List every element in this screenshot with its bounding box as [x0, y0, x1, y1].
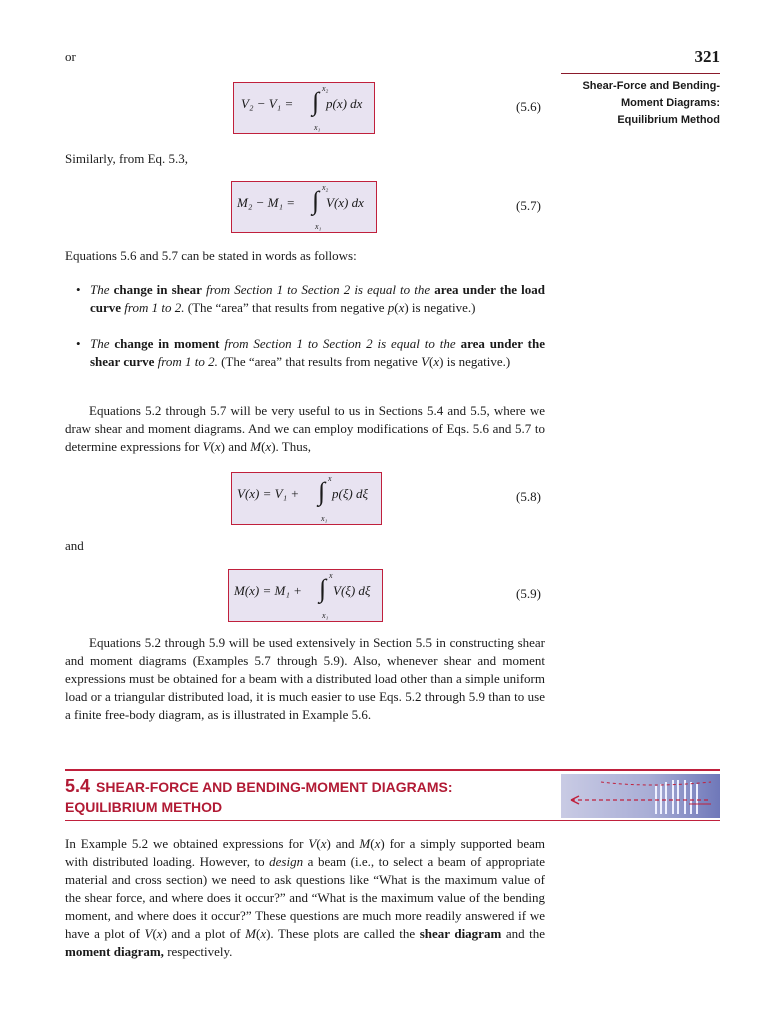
para3-text-a: In Example 5.2 we obtained expressions for: [65, 836, 309, 851]
bullet-1-text-a: The: [90, 282, 114, 297]
section-title-line-1: SHEAR-FORCE AND BENDING-MOMENT DIAGRAMS:: [96, 779, 453, 795]
equation-5-9-lhs: M(x) = M₁ +: [234, 583, 302, 598]
and-word: and: [65, 538, 84, 553]
page-number: 321: [694, 47, 720, 66]
paragraph-example-5-2: [65, 835, 545, 961]
equation-5-8-lower-limit: x₁: [321, 514, 328, 523]
integral-sign-icon: ∫: [312, 87, 320, 116]
para3-text-l: respectively.: [163, 944, 233, 959]
para3-paren: (: [316, 836, 321, 851]
para3-text-e: ) for a simply supported beam with distributed loading. However, to: [65, 836, 545, 869]
para3-var-x: x: [260, 926, 267, 941]
bullet-2-paren-open: (: [429, 354, 434, 369]
equation-5-6-upper-limit: x₂: [322, 84, 329, 93]
bullet-2-bold-change: change in moment: [114, 336, 220, 351]
bullet-1-text-e: from 1 to 2.: [121, 300, 185, 315]
para1-var-m: M: [250, 439, 262, 454]
para3-var-v: V: [144, 926, 153, 941]
equation-5-7-lower-limit: x₁: [315, 222, 322, 231]
bullet-2-var-x: x: [433, 354, 440, 369]
running-head-line-1: Shear-Force and Bending-: [582, 80, 720, 92]
running-head-line-2: Moment Diagrams:: [620, 97, 720, 109]
section-heading-line-1: [65, 776, 535, 797]
bullet-1-var-x: x: [398, 300, 405, 315]
para3-shear-diagram-term: shear diagram: [419, 926, 502, 941]
para3-moment-diagram-term: moment diagram,: [65, 944, 164, 959]
para1-var-x: x: [265, 439, 272, 454]
bullet-item-moment: [76, 335, 545, 371]
section-rule-bottom: [65, 820, 720, 821]
header-rule: [561, 73, 720, 74]
equation-5-8-number: (5.8): [516, 489, 541, 504]
para1-var-v: V: [202, 439, 211, 454]
para3-var-m: M: [359, 836, 371, 851]
integral-sign-icon: ∫: [319, 574, 327, 603]
para3-var-x: x: [320, 836, 327, 851]
equation-5-9-upper-limit: x: [329, 571, 333, 580]
bullet-2-text-f: (The “area” that results from negative: [217, 354, 422, 369]
para3-text-j: ). These plots are called the: [266, 926, 420, 941]
para3-text-c: ) and: [326, 836, 360, 851]
bullet-2-text-j: ) is negative.): [439, 354, 511, 369]
bullet-1-text-j: ) is negative.): [404, 300, 476, 315]
para3-var-v: V: [308, 836, 317, 851]
paragraph-equations-extensive: Equations 5.2 through 5.9 will be used extensively in Section 5.5 in constructing shear and moment diagrams (Examples 5.7 through 5.9). Also, whenever shear and moment expressions must be obtained for a beam with a distributed load other than a simple uniform load or a triangular distributed load, it is much easier to use Eqs. 5.2 through 5.9 than to use a finite free-body diagram, as is illustrated in Example 5.6.: [65, 635, 545, 722]
para3-text-f: a beam (i.e., to select a beam of appropriate material and cross section) we need to ask questions like “What is the maximum value of the shear force, and where does it occur?” and “What is the maximum value of the bending moment, and where does it occur?” These questions are much more readily answered if we have a plot of: [65, 854, 546, 941]
bullet-1-bold-change: change in shear: [113, 282, 202, 297]
integral-sign-icon: ∫: [312, 186, 320, 215]
similarly-line: Similarly, from Eq. 5.3,: [65, 151, 189, 166]
para1-paren: (: [210, 439, 215, 454]
bullet-item-shear: [76, 281, 545, 317]
equation-5-7-box: [231, 181, 377, 233]
equation-5-7-number: (5.7): [516, 198, 541, 213]
equation-5-9-rhs: V(ξ) dξ: [333, 583, 371, 598]
equation-5-9-number: (5.9): [516, 586, 541, 601]
para1-text-a: Equations 5.2 through 5.7 will be very useful to us in Sections 5.4 and 5.5, where we draw shear and moment diagrams. And we can employ modifications of Eqs. 5.6 and 5.7 to determine expressions for: [65, 403, 545, 454]
integral-sign-icon: ∫: [318, 477, 326, 506]
para3-text-h: ) and a plot of: [162, 926, 246, 941]
para1-paren: (: [261, 439, 266, 454]
equation-5-9-box: [228, 569, 383, 622]
bullet-1-paren-open: (: [394, 300, 399, 315]
para3-paren: (: [255, 926, 261, 941]
para1-var-x: x: [214, 439, 221, 454]
intro-word: or: [65, 49, 76, 64]
bullet-1-var-p: p: [387, 300, 395, 315]
stated-in-words-line: Equations 5.6 and 5.7 can be stated in words as follows:: [65, 248, 357, 263]
equation-5-6-box: [233, 82, 375, 134]
running-head: [550, 78, 720, 129]
equation-5-8-lhs: V(x) = V₁ +: [237, 486, 300, 501]
bullet-1-bold-area: area under the load curve: [90, 282, 545, 315]
equation-5-8-rhs: p(ξ) dξ: [332, 486, 369, 501]
bullet-2-bold-area: area under the shear curve: [90, 336, 545, 369]
para1-text-c: ) and: [220, 439, 251, 454]
equation-5-8-upper-limit: x: [328, 474, 332, 483]
para1-text-e: ). Thus,: [271, 439, 312, 454]
equation-5-6-lhs: V₂ − V₁ =: [241, 96, 294, 111]
bullet-2-text-a: The: [90, 336, 115, 351]
equation-5-7-lhs: M₂ − M₁ =: [237, 195, 295, 210]
bullet-icon: •: [76, 336, 81, 351]
bullet-2-text-c: from Section 1 to Section 2 is equal to the: [219, 336, 461, 351]
bullet-icon: •: [76, 282, 81, 297]
para3-text-k: and the: [501, 926, 546, 941]
section-rule-top: [65, 769, 720, 771]
equation-5-9-lower-limit: x₁: [322, 611, 329, 620]
running-head-line-3: Equilibrium Method: [617, 114, 720, 126]
section-number: 5.4: [65, 776, 91, 796]
para3-paren: (: [152, 926, 157, 941]
equation-5-6-number: (5.6): [516, 99, 541, 114]
para3-var-x: x: [374, 836, 381, 851]
paragraph-equations-useful: [65, 402, 545, 456]
para3-paren: (: [370, 836, 375, 851]
equation-5-8-box: [231, 472, 382, 525]
para3-design-word: design: [269, 854, 304, 869]
bullet-1-text-f: (The “area” that results from negative: [184, 300, 388, 315]
equation-5-7-upper-limit: x₂: [322, 183, 329, 192]
para3-var-x: x: [156, 926, 163, 941]
section-heading: [65, 776, 535, 817]
equation-5-6-rhs: p(x) dx: [326, 96, 363, 111]
para3-var-m: M: [245, 926, 256, 941]
bullet-2-text-e: from 1 to 2.: [154, 354, 218, 369]
beam-diagram-icon: [561, 774, 720, 818]
bullet-2-var-v: V: [421, 354, 430, 369]
bullet-1-text-c: from Section 1 to Section 2 is equal to the: [201, 282, 435, 297]
section-title-line-2: EQUILIBRIUM METHOD: [65, 799, 223, 815]
equation-5-6-lower-limit: x₁: [314, 123, 321, 132]
equation-5-7-rhs: V(x) dx: [326, 195, 364, 210]
